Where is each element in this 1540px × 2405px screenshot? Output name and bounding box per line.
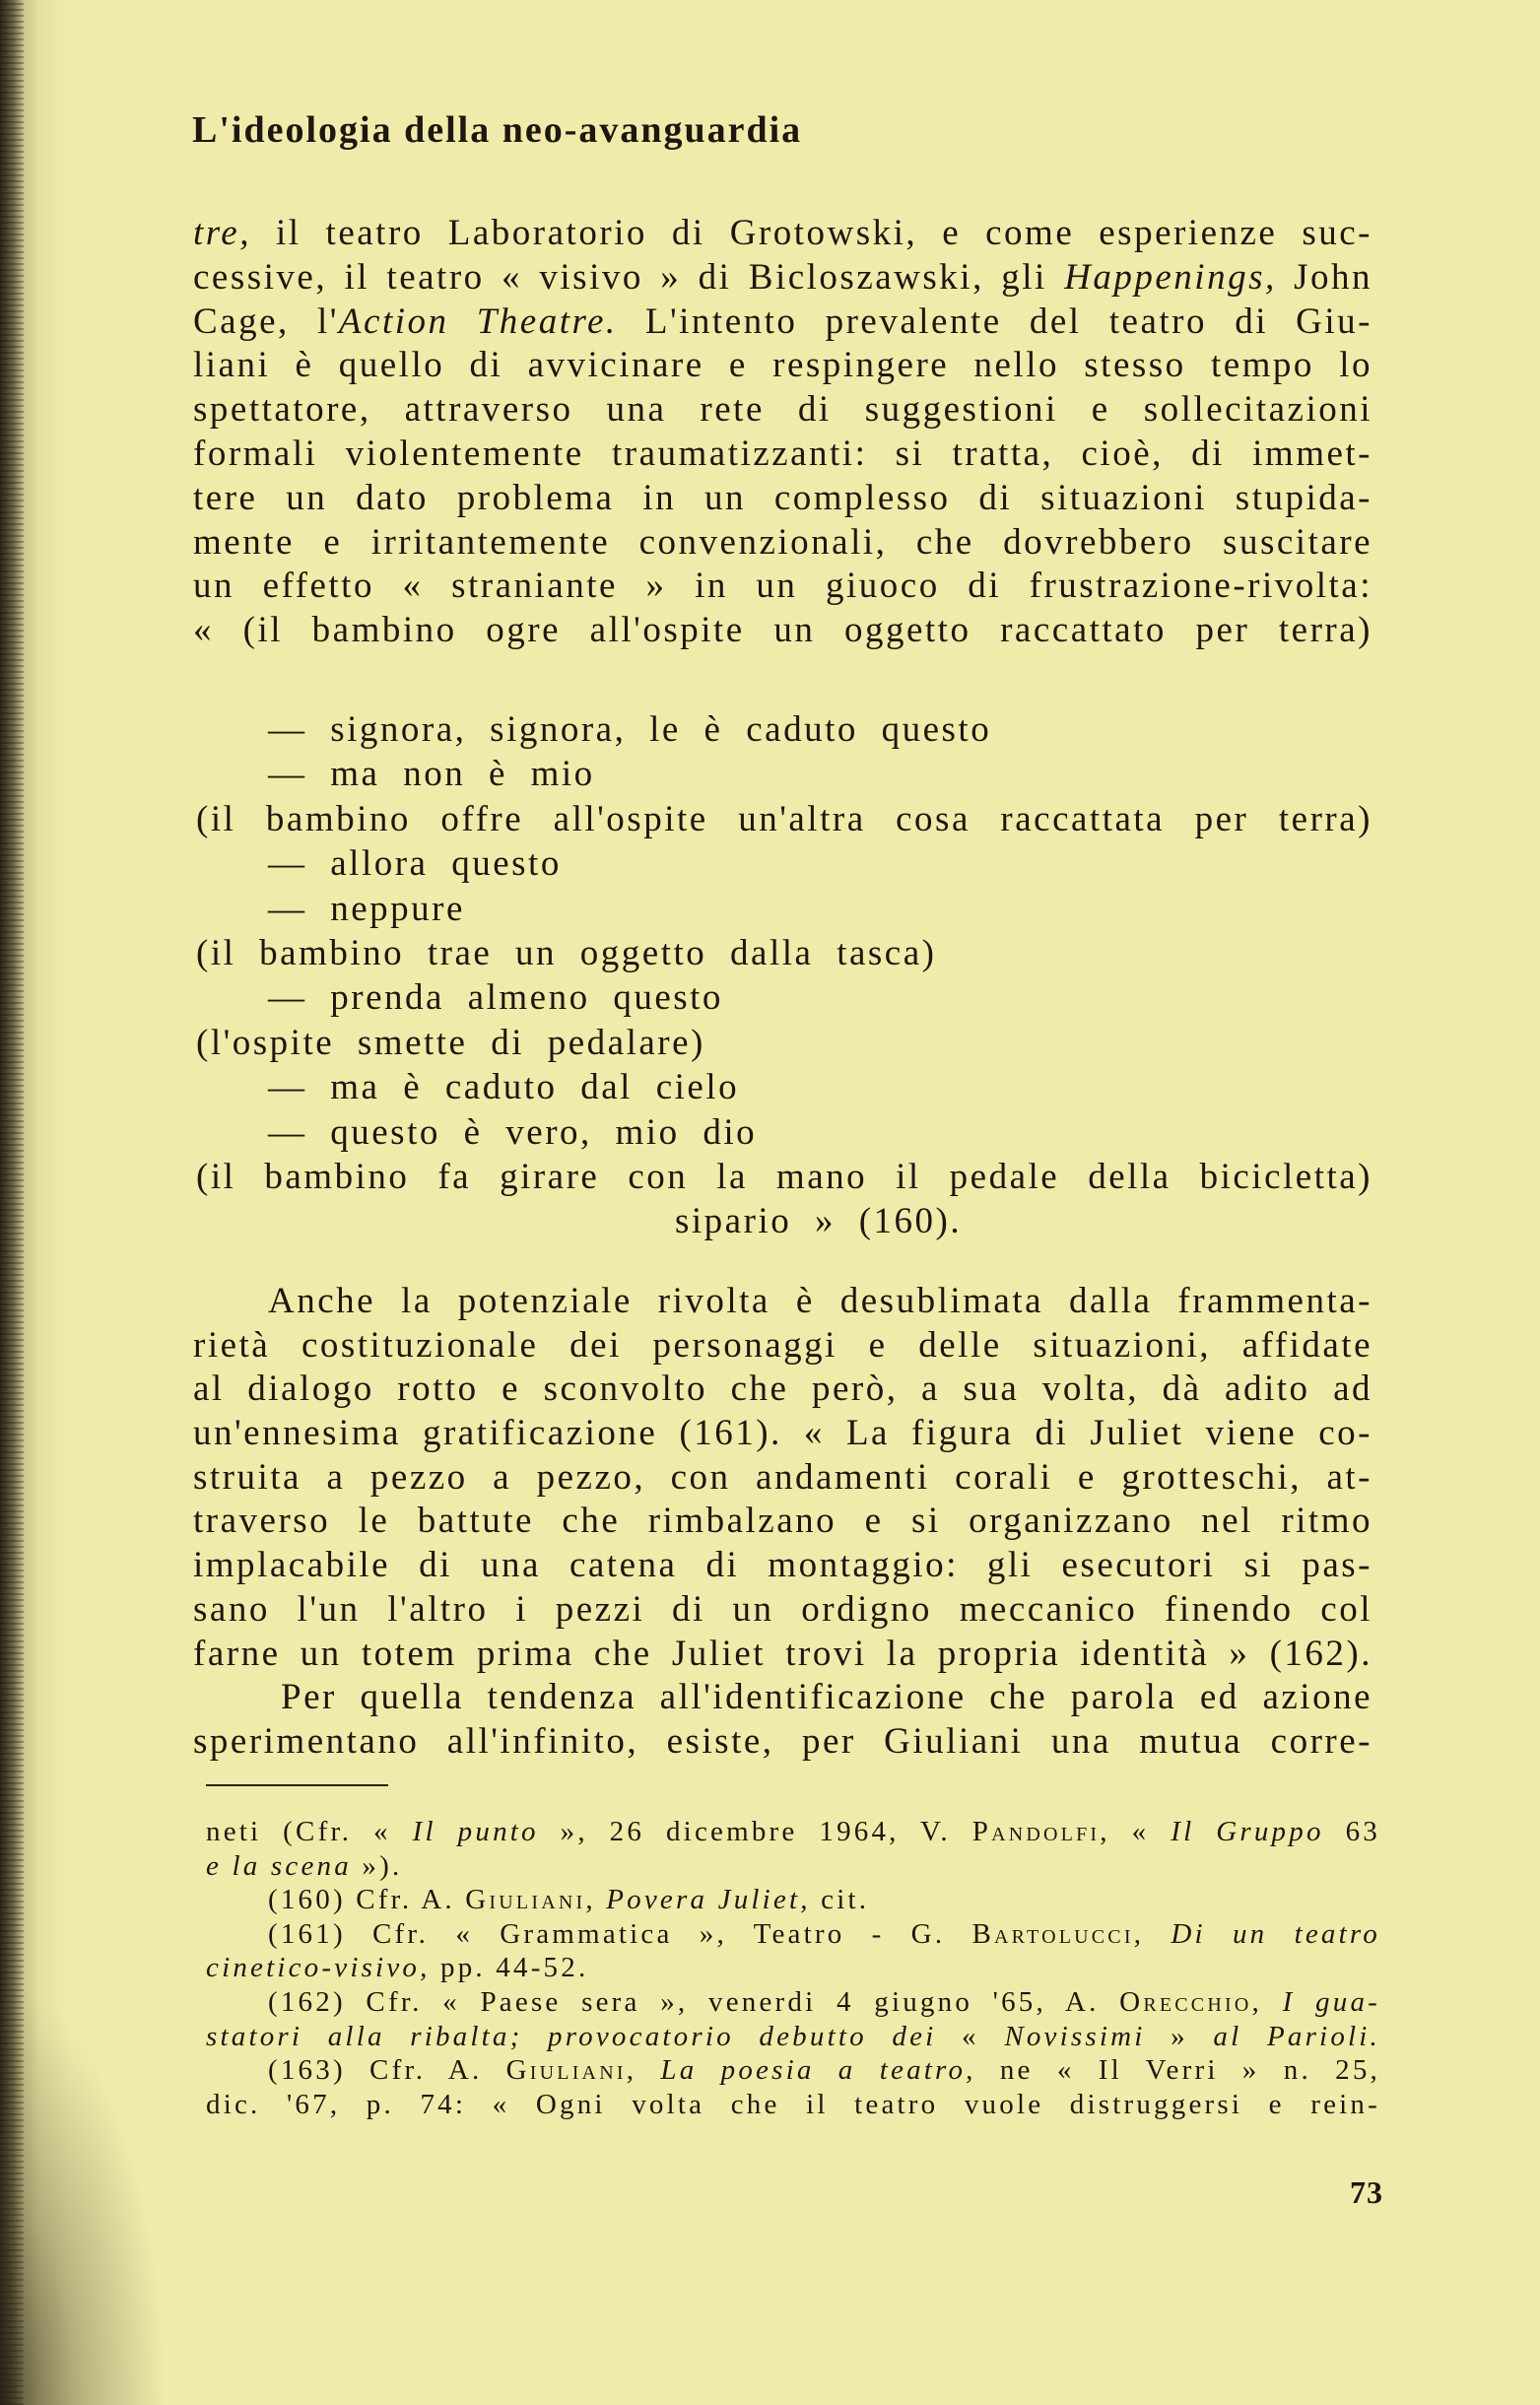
- text-run: formali violentemente traumatizzanti: si tratta, cioè, di immet-: [193, 433, 1373, 474]
- text-run: liani è quello di avvicinare e respingere nello stesso tempo lo: [193, 345, 1373, 386]
- text-run: ,: [1251, 1985, 1283, 2018]
- body-line: sano l'un l'altro i pezzi di un ordigno meccanico finendo col: [193, 1588, 1373, 1630]
- dialogue-line: — ma non è mio: [268, 754, 595, 795]
- italic-text: La poesia a teatro,: [660, 2054, 976, 2087]
- italic-text: Happenings,: [1064, 256, 1277, 298]
- text-run: il teatro Laboratorio di Grotowski, e come esperienze suc-: [250, 213, 1373, 253]
- stage-direction: (l'ospite smette di pedalare): [196, 1022, 705, 1063]
- body-line: [193, 609, 1373, 653]
- author-name: Bartolucci: [971, 1917, 1134, 1950]
- body-line: [193, 521, 1373, 566]
- author-name: Giuliani: [505, 2054, 627, 2087]
- text-run: (161) Cfr. « Grammatica », Teatro - G.: [268, 1917, 972, 1950]
- body-line: [193, 344, 1373, 388]
- dialogue-line: — prenda almeno questo: [268, 977, 723, 1019]
- text-run: spettatore, attraverso una rete di suggestioni e sollecitazioni: [193, 389, 1373, 431]
- text-run: »: [1145, 2020, 1214, 2052]
- footnote-separator: [206, 1784, 388, 1786]
- body-line: farne un totem prima che Juliet trovi la propria identità » (162).: [193, 1633, 1373, 1674]
- body-line: [193, 212, 1373, 256]
- stage-direction: (il bambino trae un oggetto dalla tasca): [196, 932, 937, 973]
- footnote-line: [206, 2020, 1380, 2054]
- text-run: (162) Cfr. « Paese sera », venerdi 4 giugno '65, A.: [268, 1985, 1120, 2018]
- body-line: [193, 477, 1373, 521]
- text-run: »).: [351, 1849, 403, 1882]
- author-name: Orecchio: [1119, 1985, 1252, 2018]
- text-run: , «: [1100, 1816, 1172, 1847]
- dialogue-line: — neppure: [268, 888, 465, 929]
- stage-direction: (il bambino offre all'ospite un'altra cosa raccattata per terra): [196, 798, 1373, 839]
- body-line: rietà costituzionale dei personaggi e delle situazioni, affidate: [193, 1324, 1373, 1366]
- footnote-161: [206, 1917, 1380, 1952]
- italic-text: e la scena: [206, 1849, 352, 1882]
- footnote-line: [206, 1951, 1380, 1985]
- footnote-line: [206, 1849, 1380, 1884]
- body-line: un'ennesima gratificazione (161). « La figura di Juliet viene co-: [193, 1413, 1373, 1454]
- italic-text: Povera Juliet,: [606, 1884, 811, 1916]
- body-line: struita a pezzo a pezzo, con andamenti corali e grotteschi, at-: [193, 1456, 1373, 1498]
- italic-text: Action Theatre.: [338, 301, 618, 342]
- author-name: Giuliani: [465, 1884, 586, 1916]
- text-run: ne « Il Verri » n. 25,: [975, 2054, 1380, 2087]
- footnote-line: [206, 1815, 1380, 1849]
- italic-text: cinetico-visivo,: [206, 1952, 431, 1984]
- footnote-163: [206, 2053, 1380, 2088]
- text-run: «: [936, 2020, 1005, 2052]
- italic-text: statori alla ribalta; provocatorio debutto dei: [206, 2020, 937, 2052]
- text-run: tere un dato problema in un complesso di situazioni stupida-: [193, 477, 1373, 518]
- footnote-162: [206, 1985, 1380, 2020]
- text-run: (160) Cfr. A.: [268, 1884, 466, 1916]
- body-line: Per quella tendenza all'identificazione che parola ed azione: [281, 1677, 1373, 1718]
- text-run: cit.: [810, 1884, 870, 1916]
- text-run: mente e irritantemente convenzionali, che dovrebbero suscitare: [193, 521, 1373, 563]
- body-line: [193, 301, 1373, 345]
- text-run: John: [1276, 256, 1373, 298]
- text-run: ,: [626, 2054, 661, 2087]
- body-line: Anche la potenziale rivolta è desublimata dalla frammenta-: [268, 1281, 1373, 1321]
- italic-text: Novissimi: [1004, 2020, 1146, 2052]
- text-run: (163) Cfr. A.: [268, 2054, 506, 2087]
- stage-direction: (il bambino fa girare con la mano il pedale della bicicletta): [196, 1156, 1373, 1197]
- body-line: [193, 433, 1373, 477]
- page-number: 73: [1350, 2174, 1383, 2210]
- italic-text: Il punto: [412, 1816, 539, 1847]
- text-run: un effetto « straniante » in un giuoco di frustrazione-rivolta:: [193, 566, 1373, 607]
- dialogue-quotation: [196, 707, 1373, 1244]
- footnote-line: [206, 2088, 1380, 2122]
- text-run: L'intento prevalente del teatro di Giu-: [617, 301, 1373, 342]
- italic-text: Il Gruppo: [1171, 1816, 1324, 1847]
- dialogue-line: — questo è vero, mio dio: [268, 1111, 758, 1153]
- dialogue-line: — ma è caduto dal cielo: [268, 1067, 740, 1108]
- text-run: neti (Cfr. «: [206, 1816, 413, 1847]
- body-line: [193, 256, 1373, 301]
- body-line: al dialogo rotto e sconvolto che però, a sua volta, dà adito ad: [193, 1369, 1373, 1410]
- body-line: traverso le battute che rimbalzano e si organizzano nel ritmo: [193, 1501, 1373, 1542]
- running-head: L'ideologia della neo-avanguardia: [192, 109, 803, 151]
- italic-text: Di un teatro: [1171, 1917, 1380, 1950]
- text-run: cessive, il teatro « visivo » di Bicloszawski, gli: [193, 256, 1065, 298]
- body-line: [193, 565, 1373, 609]
- text-run: », 26 dicembre 1964, V.: [538, 1816, 972, 1847]
- paragraph-continued: [193, 212, 1373, 653]
- text-run: pp. 44-52.: [430, 1952, 589, 1984]
- dialogue-line: — signora, signora, le è caduto questo: [268, 709, 992, 750]
- text-run: ,: [1133, 1917, 1172, 1950]
- body-line: [193, 388, 1373, 433]
- binding-corner-shadow: [0, 1981, 167, 2405]
- body-line: implacabile di una catena di montaggio: gli esecutori si pas-: [193, 1545, 1373, 1586]
- italic-text: I gua-: [1282, 1985, 1380, 2018]
- author-name: Pandolfi: [971, 1816, 1101, 1847]
- text-run: ,: [585, 1884, 607, 1916]
- footnote-160: [206, 1883, 1380, 1917]
- text-run: 63: [1323, 1816, 1380, 1847]
- text-run: Cage, l': [193, 301, 339, 342]
- italic-text: al Parioli.: [1213, 2020, 1380, 2052]
- italic-text: tre,: [193, 213, 251, 253]
- dialogue-line: — allora questo: [268, 843, 562, 885]
- curtain-line: sipario » (160).: [675, 1201, 963, 1242]
- text-run: « (il bambino ogre all'ospite un oggetto raccattato per terra): [193, 610, 1373, 651]
- body-line: sperimentano all'infinito, esiste, per Giuliani una mutua corre-: [193, 1720, 1373, 1762]
- paragraph: [193, 1280, 1373, 1765]
- footnotes: [206, 1815, 1380, 2121]
- text-run: dic. '67, p. 74: « Ogni volta che il teatro vuole distruggersi e rein-: [206, 2088, 1380, 2120]
